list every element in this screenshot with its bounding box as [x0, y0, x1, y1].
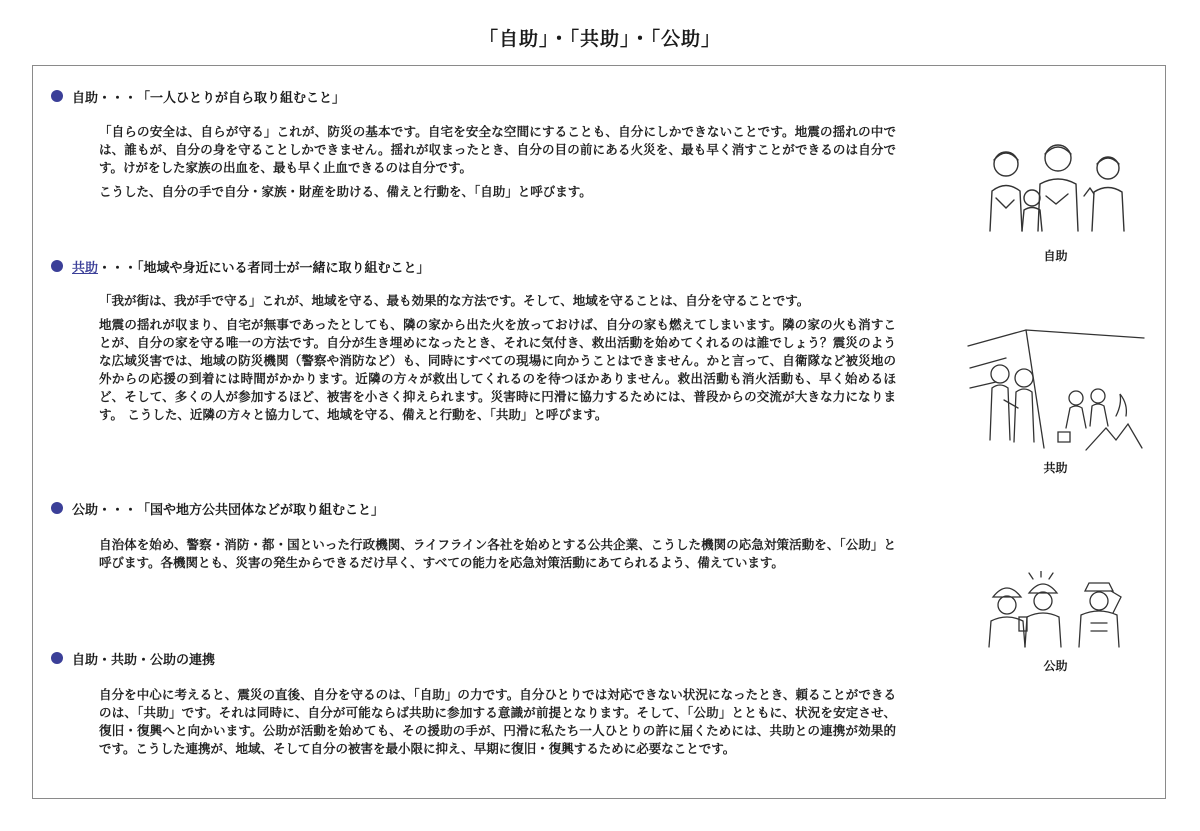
section-self-help: [51, 86, 896, 201]
neighbors-mutual-help-illustration: [966, 328, 1146, 453]
illustration-public-help: [958, 571, 1153, 674]
illustration-self-help: [958, 136, 1153, 264]
section-body: [99, 123, 896, 201]
section-public-help: [51, 498, 896, 572]
section-heading: [51, 86, 896, 106]
illustration-caption: 公助: [1043, 659, 1068, 673]
bullet-icon: [51, 502, 63, 514]
section-body: [99, 686, 896, 758]
section-body: [99, 536, 896, 572]
bullet-icon: [51, 260, 63, 272]
illustration-caption: 共助: [1043, 461, 1068, 475]
section-body: [99, 292, 896, 424]
heading-rest: 「国や地方公共団体などが取り組むこと」: [137, 502, 385, 518]
paragraph: こうした、自分の手で自分・家族・財産を助ける、備えと行動を、「自助」と呼びます。: [99, 184, 592, 199]
family-self-help-illustration: [976, 136, 1136, 241]
illustration-mutual-help: [958, 328, 1153, 476]
section-heading: [51, 256, 896, 276]
heading-rest: 「一人ひとりが自ら取り組むこと」: [137, 90, 346, 106]
content-frame: [32, 65, 1166, 799]
paragraph: 「自らの安全は、自らが守る」これが、防災の基本です。自宅を安全な空間にすることも、自分にしかできないことです。地震の揺れの中では、誰もが、自分の身を守ることしかできません。揺れが収まったとき、自分の目の前にある火災を、最も早く消すことができるのは自分です。けがをした家族の出血を、最も早く止血できるのは自分です。: [99, 124, 896, 175]
heading-rest: ・・・「地域や身近にいる者同士が一緒に取り組むこと」: [98, 260, 430, 276]
paragraph: 自分を中心に考えると、震災の直後、自分を守るのは、「自助」の力です。自分ひとりでは対応できない状況になったとき、頼ることができるのは、「共助」です。それは同時に、自分が可能ならば共助に参加する意識が前提となります。そして、「公助」とともに、状況を安定させ、復旧・復興へと向かいます。公助が活動を始めても、その援助の手が、円滑に私たち一人ひとりの許に届くためには、共助との連携が効果的です。こうした連携が、地域、そして自分の被害を最小限に抑え、早期に復旧・復興するために必要なことです。: [99, 687, 896, 756]
section-heading: [51, 498, 896, 518]
page-title: 「自助」・「共助」・「公助」: [478, 28, 721, 50]
public-responders-illustration: [981, 571, 1131, 651]
paragraph: 地震の揺れが収まり、自宅が無事であったとしても、隣の家から出た火を放っておけば、自分の家も燃えてしまいます。隣の家の火も消すことが、自分の家を守る唯一の方法です。自分が生き埋めになったとき、それに気付き、救出活動を始めてくれるのは誰でしょう？震災のような広域災害では、地域の防災機関（警察や消防など）も、同時にすべての現場に向かうことはできません。かと言って、自衛隊など被災地の外からの応援の到着には時間がかかります。近隣の方々が救出してくれるのを待つほかありません。救出活動も消火活動も、早く始めるほど、そして、多くの人が参加するほど、被害を小さく抑えられます。災害時に円滑に協力するためには、普段からの交流が大きな力になります。 こうした、近隣の方々と協力して、地域を守る、備えと行動を、「共助」と呼びます。: [99, 317, 896, 422]
paragraph: 「我が街は、我が手で守る」これが、地域を守る、最も効果的な方法です。そして、地域を守ることは、自分を守ることです。: [99, 293, 810, 308]
mutual-help-link[interactable]: 共助: [72, 260, 99, 276]
section-heading: [51, 648, 896, 668]
heading-prefix: 自助・共助・公助の連携: [72, 652, 216, 668]
section-cooperation: [51, 648, 896, 758]
section-mutual-help: [51, 256, 896, 424]
heading-prefix: 自助・・・: [72, 90, 138, 106]
bullet-icon: [51, 90, 63, 102]
paragraph: 自治体を始め、警察・消防・都・国といった行政機関、ライフライン各社を始めとする公共企業、こうした機関の応急対策活動を、「公助」と呼びます。各機関とも、災害の発生からできるだけ早く、すべての能力を応急対策活動にあてられるよう、備えています。: [99, 537, 896, 570]
heading-prefix: 公助・・・: [72, 502, 138, 518]
illustration-caption: 自助: [1043, 249, 1068, 263]
bullet-icon: [51, 652, 63, 664]
